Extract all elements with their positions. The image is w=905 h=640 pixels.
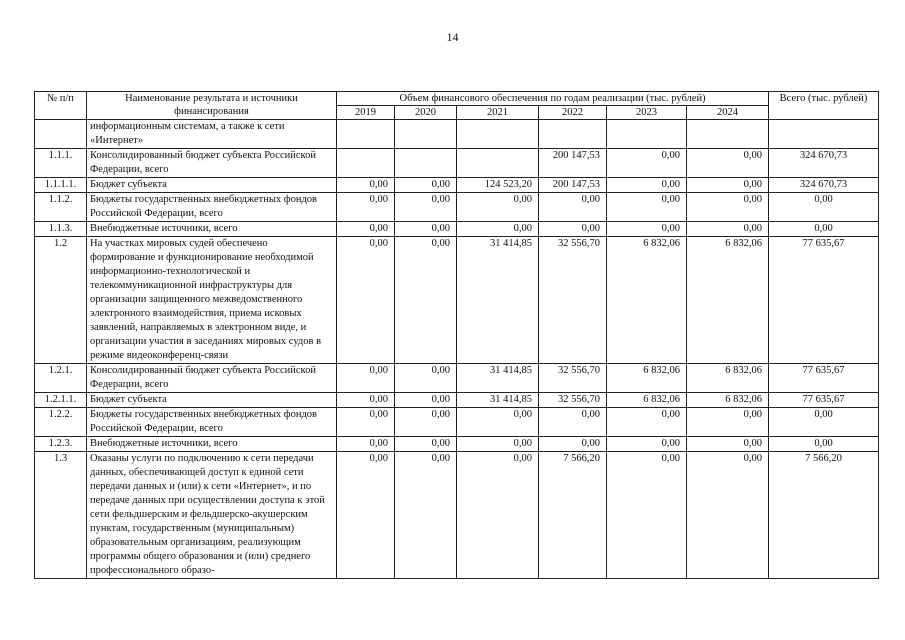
row-total: 324 670,73 (769, 149, 879, 178)
row-number: 1.2.1. (35, 364, 87, 393)
row-total: 77 635,67 (769, 237, 879, 364)
row-value: 0,00 (337, 193, 395, 222)
row-value (687, 120, 769, 149)
row-value: 0,00 (395, 364, 457, 393)
row-value: 6 832,06 (687, 393, 769, 408)
header-year: 2020 (395, 106, 457, 120)
table-row (35, 193, 879, 222)
row-value (457, 149, 539, 178)
row-value: 32 556,70 (539, 364, 607, 393)
row-value: 0,00 (337, 437, 395, 452)
page-number: 14 (446, 30, 459, 44)
row-total: 77 635,67 (769, 393, 879, 408)
row-name: Бюджет субъекта (87, 178, 337, 193)
table-row (35, 178, 879, 193)
financing-table (34, 91, 879, 579)
table-row (35, 149, 879, 178)
row-value (337, 120, 395, 149)
row-name: Оказаны услуги по подключению к сети передачи данных, обеспечивающей доступ к единой сети передачи данных и (или) к сети «Интернет», и по передаче данных при осуществлении доступа к этой сети фельдшерским и фельдшерско-акушерским пунктам, государственным (муниципальным) образовательным организациям, реализующим программы общего образования и (или) среднего профессионального образо- (87, 452, 337, 579)
row-number: 1.1.3. (35, 222, 87, 237)
row-total: 324 670,73 (769, 178, 879, 193)
row-value: 0,00 (539, 193, 607, 222)
row-value: 0,00 (337, 408, 395, 437)
row-value: 124 523,20 (457, 178, 539, 193)
row-value: 0,00 (395, 222, 457, 237)
header-total: Всего (тыс. рублей) (769, 92, 879, 120)
row-value: 0,00 (457, 193, 539, 222)
row-name: На участках мировых судей обеспечено формирование и функционирование необходимой информационно-технологической и телекоммуникационной инфраструктуры для организации защищенного межведомственного электронного взаимодействия, приема исковых заявлений, направляемых в электронном виде, и организации участия в заседаниях мировых судов в режиме видеоконференц-связи (87, 237, 337, 364)
table-row (35, 393, 879, 408)
row-value: 0,00 (337, 452, 395, 579)
row-value: 0,00 (687, 452, 769, 579)
row-value (539, 120, 607, 149)
table-row (35, 408, 879, 437)
row-value: 31 414,85 (457, 364, 539, 393)
table-row (35, 222, 879, 237)
header-year: 2023 (607, 106, 687, 120)
row-number: 1.1.2. (35, 193, 87, 222)
row-total: 0,00 (769, 222, 879, 237)
row-value: 0,00 (607, 222, 687, 237)
row-value (457, 120, 539, 149)
header-year: 2022 (539, 106, 607, 120)
row-value: 0,00 (395, 393, 457, 408)
table-row (35, 237, 879, 364)
row-total: 0,00 (769, 193, 879, 222)
header-number: № п/п (35, 92, 87, 120)
header-year: 2024 (687, 106, 769, 120)
row-value (337, 149, 395, 178)
row-number: 1.1.1. (35, 149, 87, 178)
row-value (607, 120, 687, 149)
row-value: 0,00 (687, 178, 769, 193)
row-total: 0,00 (769, 408, 879, 437)
row-value: 0,00 (395, 178, 457, 193)
row-value: 0,00 (457, 437, 539, 452)
row-value: 31 414,85 (457, 393, 539, 408)
row-value: 0,00 (607, 193, 687, 222)
row-value: 0,00 (395, 452, 457, 579)
table-row (35, 452, 879, 579)
row-value: 0,00 (395, 437, 457, 452)
row-number: 1.2.2. (35, 408, 87, 437)
header-name: Наименование результата и источники финансирования (87, 92, 337, 120)
row-value: 32 556,70 (539, 393, 607, 408)
row-value: 0,00 (395, 408, 457, 437)
row-total: 77 635,67 (769, 364, 879, 393)
row-value (395, 120, 457, 149)
row-name: Консолидированный бюджет субъекта Российской Федерации, всего (87, 364, 337, 393)
row-total: 7 566,20 (769, 452, 879, 579)
row-value: 6 832,06 (687, 237, 769, 364)
row-value: 6 832,06 (607, 364, 687, 393)
row-value: 0,00 (687, 149, 769, 178)
row-name: информационным системам, а также к сети «Интернет» (87, 120, 337, 149)
row-total (769, 120, 879, 149)
row-value: 0,00 (607, 408, 687, 437)
row-value: 0,00 (607, 178, 687, 193)
row-value: 6 832,06 (687, 364, 769, 393)
row-value: 200 147,53 (539, 149, 607, 178)
table-row (35, 120, 879, 149)
row-value: 0,00 (607, 437, 687, 452)
header-row-top (35, 92, 879, 106)
row-value: 6 832,06 (607, 393, 687, 408)
table-row (35, 437, 879, 452)
row-value: 0,00 (337, 222, 395, 237)
row-value: 0,00 (687, 222, 769, 237)
row-number: 1.2.1.1. (35, 393, 87, 408)
row-number (35, 120, 87, 149)
row-number: 1.2.3. (35, 437, 87, 452)
row-value: 0,00 (457, 222, 539, 237)
row-value: 0,00 (687, 408, 769, 437)
row-total: 0,00 (769, 437, 879, 452)
row-name: Внебюджетные источники, всего (87, 437, 337, 452)
row-value: 0,00 (337, 237, 395, 364)
row-value: 0,00 (457, 408, 539, 437)
row-value: 0,00 (687, 193, 769, 222)
row-value: 0,00 (607, 452, 687, 579)
row-value: 0,00 (395, 237, 457, 364)
row-value: 0,00 (457, 452, 539, 579)
row-value: 200 147,53 (539, 178, 607, 193)
row-name: Внебюджетные источники, всего (87, 222, 337, 237)
table-row (35, 364, 879, 393)
row-value: 0,00 (337, 178, 395, 193)
row-value: 32 556,70 (539, 237, 607, 364)
row-name: Бюджеты государственных внебюджетных фондов Российской Федерации, всего (87, 193, 337, 222)
row-value: 0,00 (337, 364, 395, 393)
header-volume: Объем финансового обеспечения по годам реализации (тыс. рублей) (337, 92, 769, 106)
row-value: 0,00 (539, 437, 607, 452)
row-value: 0,00 (539, 222, 607, 237)
row-name: Бюджеты государственных внебюджетных фондов Российской Федерации, всего (87, 408, 337, 437)
header-year: 2021 (457, 106, 539, 120)
row-name: Консолидированный бюджет субъекта Российской Федерации, всего (87, 149, 337, 178)
row-number: 1.3 (35, 452, 87, 579)
row-value: 0,00 (607, 149, 687, 178)
row-value: 31 414,85 (457, 237, 539, 364)
row-name: Бюджет субъекта (87, 393, 337, 408)
row-value: 0,00 (687, 437, 769, 452)
row-value: 0,00 (539, 408, 607, 437)
row-number: 1.1.1.1. (35, 178, 87, 193)
header-year: 2019 (337, 106, 395, 120)
row-value: 0,00 (337, 393, 395, 408)
row-number: 1.2 (35, 237, 87, 364)
row-value (395, 149, 457, 178)
row-value: 0,00 (395, 193, 457, 222)
row-value: 7 566,20 (539, 452, 607, 579)
row-value: 6 832,06 (607, 237, 687, 364)
